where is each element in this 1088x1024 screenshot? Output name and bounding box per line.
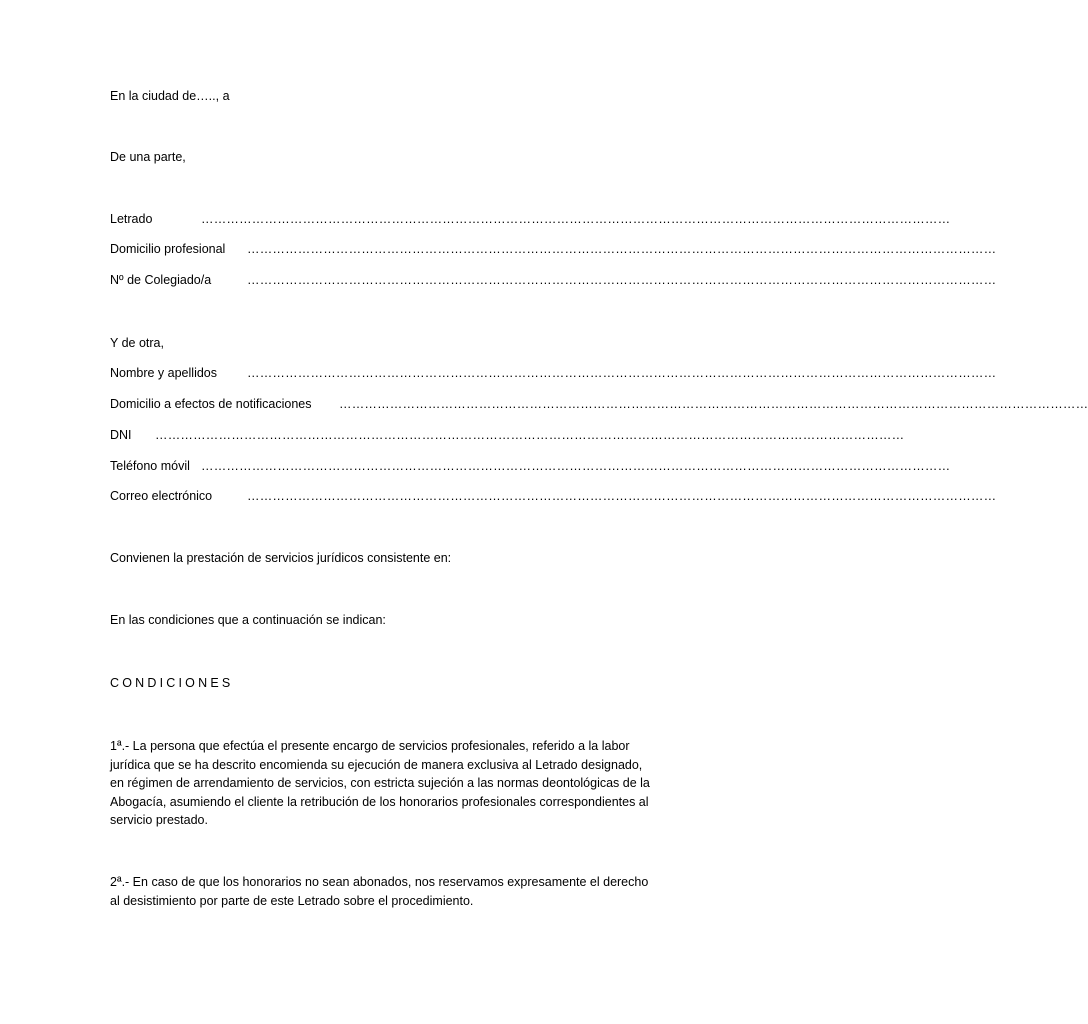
field-blank-domicilio-profesional: …………………………………………………………………………………………………………………………………………………………… [247, 242, 997, 256]
clause-2: 2ª.- En caso de que los honorarios no sean abonados, nos reservamos expresamente el derecho al desistimiento por parte de este Letrado sobre el procedimiento. [110, 875, 649, 908]
intro-line: En la ciudad de….., a [110, 89, 230, 103]
field-blank-domicilio-notificaciones: …………………………………………………………………………………………………………………………………………………………… [339, 397, 1088, 411]
field-label-correo: Correo electrónico [110, 489, 213, 503]
first-party-label: De una parte, [110, 150, 186, 164]
field-label-colegiado: Nº de Colegiado/a [110, 273, 212, 287]
conditions-heading: CONDICIONES [110, 676, 234, 690]
field-blank-colegiado: …………………………………………………………………………………………………………………………………………………………… [247, 273, 997, 287]
field-label-dni: DNI [110, 428, 132, 442]
field-label-telefono: Teléfono móvil [110, 459, 190, 473]
field-blank-telefono: …………………………………………………………………………………………………………………………………………………………… [201, 459, 951, 473]
field-label-nombre: Nombre y apellidos [110, 366, 217, 380]
field-blank-letrado: …………………………………………………………………………………………………………………………………………………………… [201, 212, 951, 226]
clause-1: 1ª.- La persona que efectúa el presente encargo de servicios profesionales, referido a la labor jurídica que se ha descrito encomienda su ejecución de manera exclusiva al Letrado designado, en régimen de arrendamiento de servicios, con estricta sujeción a las normas deontológicas de la Abogacía, asumiendo el cliente la retribución de los honorarios profesionales correspondientes al servicio prestado. [110, 739, 650, 827]
field-label-domicilio-profesional: Domicilio profesional [110, 242, 226, 256]
field-label-letrado: Letrado [110, 212, 153, 226]
second-party-label: Y de otra, [110, 336, 164, 350]
conditions-intro: En las condiciones que a continuación se indican: [110, 613, 386, 627]
field-blank-dni: …………………………………………………………………………………………………………………………………………………………… [155, 428, 905, 442]
services-line: Convienen la prestación de servicios jurídicos consistente en: [110, 551, 452, 565]
field-label-domicilio-notificaciones: Domicilio a efectos de notificaciones [110, 397, 312, 411]
field-blank-correo: …………………………………………………………………………………………………………………………………………………………… [247, 489, 997, 503]
field-blank-nombre: …………………………………………………………………………………………………………………………………………………………… [247, 366, 997, 380]
